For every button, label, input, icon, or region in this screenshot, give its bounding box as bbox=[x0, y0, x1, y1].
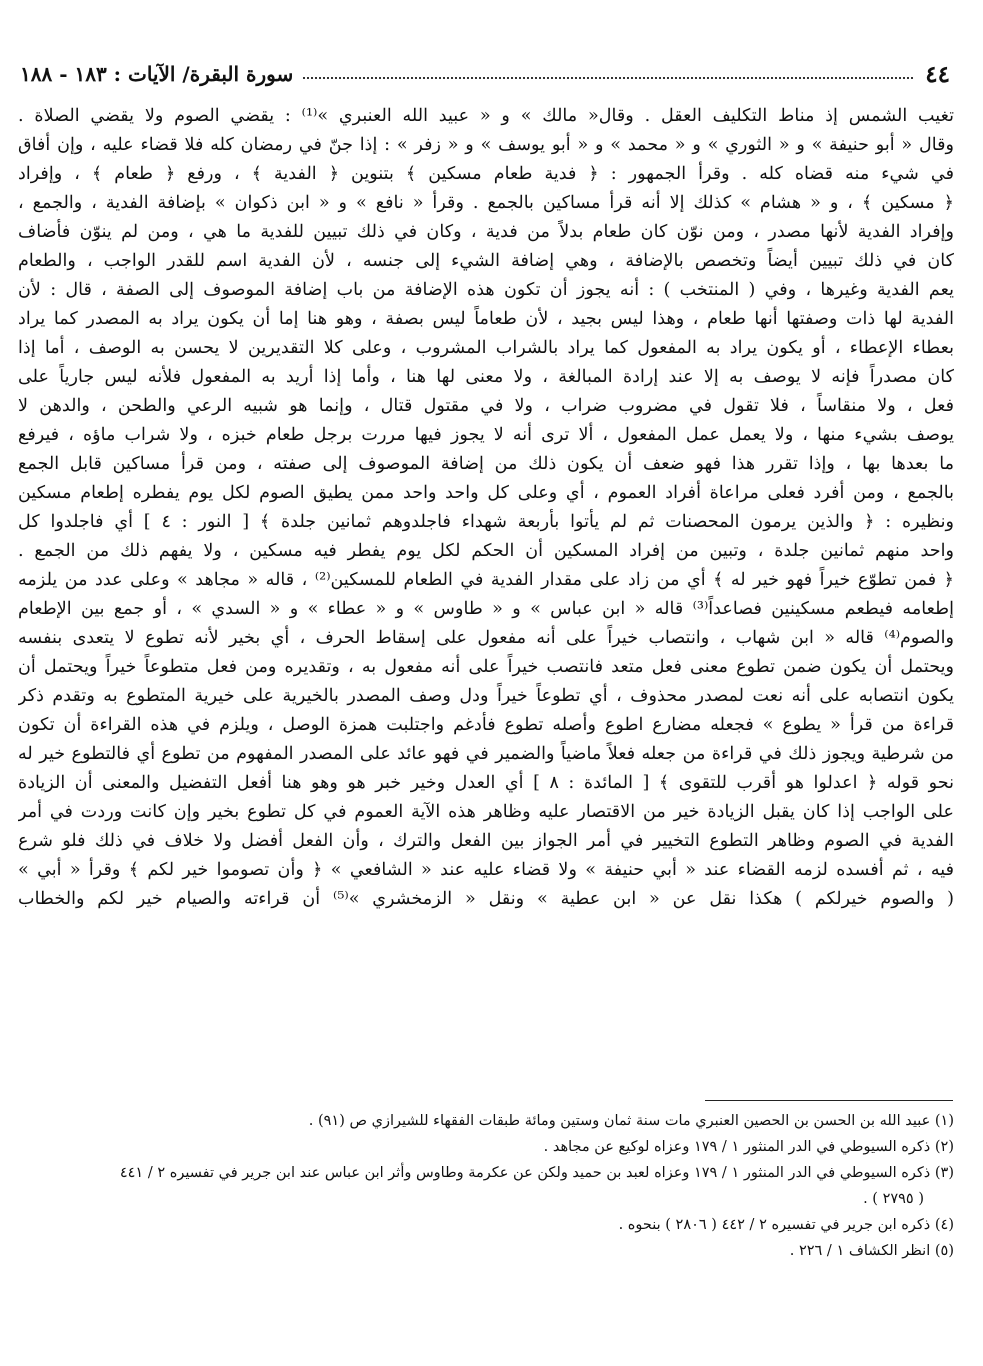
footnotes bbox=[18, 1108, 954, 1264]
text-line: ما بعدها بها ، وإذا تقرر هذا فهو ضعف أن يكون ذلك من إضافة الموصوف إلى صفته ، ومن قرأ مساكين قابل الجمع bbox=[18, 454, 954, 474]
text-line: وإفراد الفدية لأنها مصدر ، ومن نوّن كان طعام بدلاً من فدية ، وكان في ذلك تبيين للفدية ما هي ، ومن لم ينوّن فأضاف bbox=[18, 222, 954, 242]
text-line: ( والصوم خيرلكم ) هكذا نقل عن « ابن عطية » ونقل « الزمخشري »⁽⁵⁾ أن قراءته والصيام خير لكم والخطاب bbox=[18, 889, 954, 909]
main-text bbox=[18, 102, 954, 914]
text-line: ويحتمل أن يكون ضمن تطوع معنى فعل متعد فانتصب خيراً على أنه مفعول به ، وتقديره ومن فعل متطوعاً خيراً ويحتمل أن bbox=[18, 657, 954, 677]
footnote: (٣) ذكره السيوطي في الدر المنثور ١ / ١٧٩ وعزاه لعبد بن حميد ولكن عن عكرمة وطاوس وأثر ابن عباس عند ابن جرير في تفسيره ٢ / ٤٤١ bbox=[119, 1165, 954, 1181]
footnote-separator bbox=[705, 1100, 953, 1101]
footnote: ( ٢٧٩٥ ) . bbox=[863, 1191, 924, 1207]
text-line: كان في ذلك تبيين أيضاً وتخصص بالإضافة ، وهي إضافة الشيء إلى جنسه ، لأن الفدية اسم للقدر الواجب ، والطعام bbox=[18, 251, 954, 271]
text-line: ﴿ فمن تطوّع خيراً فهو خير له ﴾ أي من زاد على مقدار الفدية في الطعام للمسكين⁽²⁾ ، قاله « مجاهد » وعلى عدد من يلزمه bbox=[18, 570, 954, 590]
page-header bbox=[20, 56, 950, 92]
text-line: تغيب الشمس إذ مناط التكليف العقل . وقال« مالك » و « عبيد الله العنبري »⁽¹⁾ : يقضي الصوم ولا يقضي الصلاة . bbox=[18, 106, 954, 126]
text-line: والصوم⁽⁴⁾ قاله « ابن شهاب ، وانتصاب خيراً على أنه مفعول على إسقاط الحرف ، أي بخير لأنه تطوع لا يتعدى بنفسه bbox=[18, 628, 954, 648]
text-line: من شرطية ويجوز ذلك في قراءة من جعله فعلاً ماضياً والضمير في فهو عائد على المصدر المفهوم من تطوع أي فالتطوع خير له bbox=[18, 744, 954, 764]
text-line: الفدية لها ذات وصفتها أنها طعام ، وهذا ليس بجيد ، لأن طعاماً ليس بصفة ، وهو هنا إما أن يكون يراد به المصدر كما يراد bbox=[18, 309, 954, 329]
text-line: ونظيره : ﴿ والذين يرمون المحصنات ثم لم يأتوا بأربعة شهداء فاجلدوهم ثمانين جلدة ﴾ [ النور : ٤ ] أي فاجلدوا كل bbox=[18, 512, 954, 532]
text-line: نحو قوله ﴿ اعدلوا هو أقرب للتقوى ﴾ [ المائدة : ٨ ] أي العدل وخير خبر هو وهو هنا أفعل التفضيل والمعنى أن الزيادة bbox=[18, 773, 954, 793]
footnote: (٥) انظر الكشاف ١ / ٢٢٦ . bbox=[789, 1243, 954, 1259]
leader-dots bbox=[303, 77, 913, 79]
text-line: في شيء منه قضاه كله . وقرأ الجمهور : ﴿ فدية طعام مسكين ﴾ بتنوين ﴿ الفدية ﴾ ، ورفع ﴿ طعام ﴾ ، وإفراد bbox=[18, 164, 954, 184]
text-line: بالجمع ، ومن أفرد فعلى مراعاة أفراد العموم ، أي وعلى كل واحد واحد ممن يطيق الصوم لكل يوم يفطره إطعام مسكين bbox=[18, 483, 954, 503]
text-line: قراءة من قرأ « يطوع » فجعله مضارع اطوع وأصله تطوع فأدغم واجتلبت همزة الوصل ، ويلزم في هذه القراءة أن تكون bbox=[18, 715, 954, 735]
text-line: ﴿ مسكين ﴾ ، و « هشام » كذلك إلا أنه قرأ مساكين بالجمع . وقرأ « نافع » و « ابن ذكوان » بإضافة الفدية ، والجمع ، bbox=[18, 193, 954, 213]
text-line: فيه ، ثم أفسده لزمه القضاء عند « أبي حنيفة » ولا قضاء عليه عند « الشافعي » ﴿ وأن تصوموا خير لكم ﴾ وقرأ « أبي » bbox=[18, 860, 954, 880]
text-line: يكون انتصابه على أنه نعت لمصدر محذوف ، أي تطوعاً خيراً ودل وصف المصدر بالخيرية على خيرية المتطوع به وتقدم ذكر bbox=[18, 686, 954, 706]
text-line: الفدية في الصوم وظاهر التطوع التخيير في أمر الجواز بين الفعل والترك ، وأن الفعل أفضل ولا خلاف في ذلك فلو شرع bbox=[18, 831, 954, 851]
footnote: (٤) ذكره ابن جرير في تفسيره ٢ / ٤٤٢ ( ٢٨٠٦ ) بنحوه . bbox=[618, 1217, 954, 1233]
running-title: سورة البقرة/ الآيات : ١٨٣ - ١٨٨ bbox=[20, 62, 294, 86]
text-line: كان مصدراً فإنه لا يوصف به إلا عند إرادة المبالغة ، ولا معنى لها هنا ، وأما إذا أريد به المفعول فلأنه ليس جارياً على bbox=[18, 367, 954, 387]
footnote: (٢) ذكره السيوطي في الدر المنثور ١ / ١٧٩ وعزاه لوكيع عن مجاهد . bbox=[543, 1139, 954, 1155]
text-line: يعم الفدية وغيرها ، وفي ( المنتخب ) : أنه يجوز أن تكون هذه الإضافة من باب إضافة الموصوف إلى الصفة ، قال : لأن bbox=[18, 280, 954, 300]
text-line: يوصف بشيء منها ، ولا يعمل عمل المفعول ، ألا ترى أنه لا يجوز فيها مررت برجل طعام خبزه ، ولا شراب ماؤه ، فيرفع bbox=[18, 425, 954, 445]
page-number: ٤٤ bbox=[925, 60, 950, 88]
text-line: وقال « أبو حنيفة » و « الثوري » و « محمد » و « أبو يوسف » و « زفر » : إذا جنّ في رمضان كله فلا قضاء عليه ، وإن أفاق bbox=[18, 135, 954, 155]
text-line: إطعامه فيطعم مسكينين فصاعداً⁽³⁾ قاله « ابن عباس » و « طاوس » و « عطاء » و « السدي » ، أو جمع بين الإطعام bbox=[18, 599, 954, 619]
footnote: (١) عبيد الله بن الحسن بن الحصين العنبري مات سنة ثمان وستين ومائة طبقات الفقهاء للشيرازي ص (٩١) . bbox=[308, 1113, 954, 1129]
text-line: فعل ، ولا منقاساً ، فلا تقول في مضروب ضراب ، ولا في مقتول قتال ، وإنما هو شبيه الرعي والطحن ، والدهن لا bbox=[18, 396, 954, 416]
text-line: بعطاء الإعطاء ، أو يكون يراد به المفعول كما يراد بالشراب المشروب ، وعلى كلا التقديرين لا يحسن به الوصف ، أما إذا bbox=[18, 338, 954, 358]
text-line: على الواجب إذا كان يقبل الزيادة خير من الاقتصار عليه وظاهر هذه الآية العموم في كل تطوع بخير وإن كانت وردت في أمر bbox=[18, 802, 954, 822]
text-line: واحد منهم ثمانين جلدة ، وتبين من إفراد المسكين أن الحكم لكل يوم يفطر فيه مسكين ، ولا يفهم ذلك من الجمع . bbox=[18, 541, 954, 561]
